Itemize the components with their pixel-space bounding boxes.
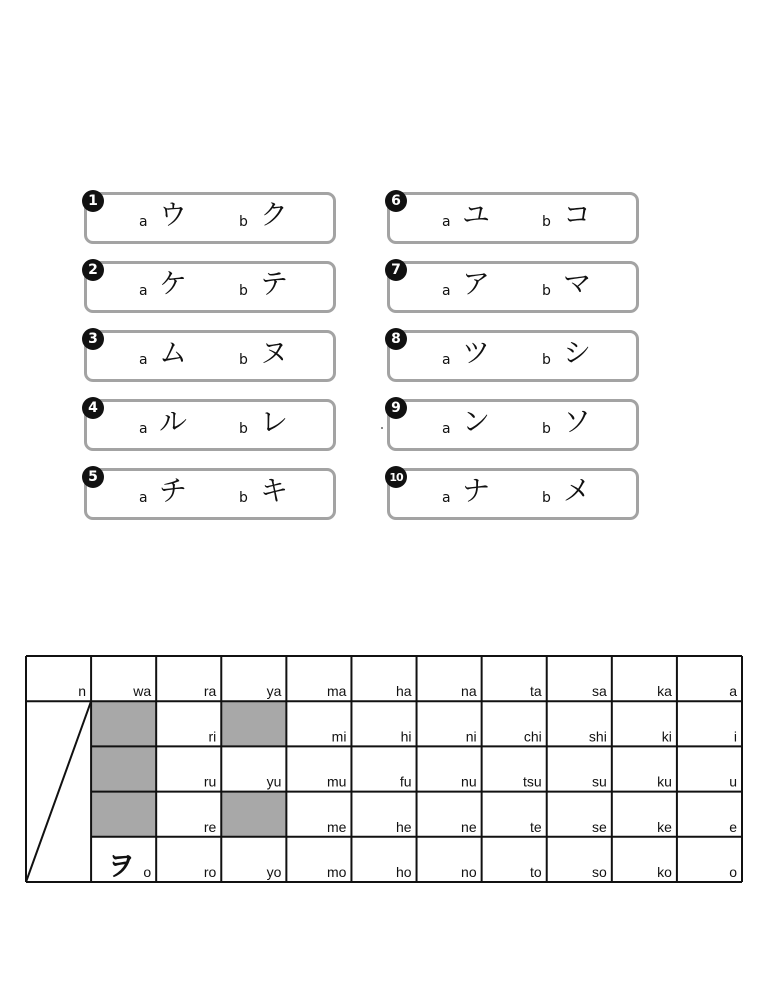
romaji-cell: ri bbox=[208, 728, 217, 745]
option-b-label: b bbox=[239, 283, 248, 299]
shaded-cell bbox=[91, 746, 156, 791]
romaji-cell: o bbox=[729, 864, 737, 880]
romaji-cell: ku bbox=[657, 773, 672, 790]
option-a-kana[interactable]: ケ bbox=[159, 267, 188, 300]
question-number: 10 bbox=[385, 466, 407, 488]
shaded-cell bbox=[221, 701, 286, 746]
romaji-cell: ne bbox=[461, 818, 477, 835]
option-a-label: a bbox=[139, 352, 148, 368]
romaji-cell: fu bbox=[399, 773, 412, 790]
column-header-ra: ra bbox=[203, 683, 217, 700]
romaji-cell: su bbox=[592, 773, 607, 790]
question-number: 1 bbox=[82, 190, 104, 212]
option-a-kana[interactable]: ル bbox=[159, 405, 188, 438]
column-header-a: a bbox=[729, 683, 737, 700]
question-number: 7 bbox=[385, 259, 407, 281]
romaji-cell: mi bbox=[331, 728, 347, 745]
column-header-ma: ma bbox=[327, 683, 347, 700]
romaji-cell: tsu bbox=[523, 773, 542, 790]
romaji-cell: yo bbox=[266, 864, 282, 880]
question-number: 3 bbox=[82, 328, 104, 350]
option-b-kana[interactable]: ソ bbox=[563, 405, 592, 438]
option-a-label: a bbox=[442, 352, 451, 368]
column-header-ka: ka bbox=[657, 683, 672, 700]
romaji-cell: i bbox=[733, 728, 737, 745]
option-a-kana[interactable]: ア bbox=[462, 267, 491, 300]
option-b-kana[interactable]: ヌ bbox=[260, 336, 289, 369]
romaji-cell: ru bbox=[203, 773, 217, 790]
column-header-ta: ta bbox=[530, 683, 542, 700]
romaji-cell: hi bbox=[400, 728, 412, 745]
romaji-cell: te bbox=[530, 818, 542, 835]
option-a-label: a bbox=[139, 214, 148, 230]
romaji-cell: shi bbox=[588, 728, 607, 745]
romaji-cell: ro bbox=[203, 864, 217, 880]
question-number: 4 bbox=[82, 397, 104, 419]
romaji-cell: ki bbox=[661, 728, 672, 745]
option-b-kana[interactable]: コ bbox=[563, 198, 592, 231]
question-number: 8 bbox=[385, 328, 407, 350]
option-a-label: a bbox=[139, 283, 148, 299]
option-a-label: a bbox=[442, 421, 451, 437]
option-a-label: a bbox=[139, 490, 148, 506]
romaji-cell: so bbox=[592, 864, 607, 880]
option-a-kana[interactable]: チ bbox=[159, 474, 188, 507]
question-number: 2 bbox=[82, 259, 104, 281]
option-a-label: a bbox=[442, 214, 451, 230]
option-b-kana[interactable]: マ bbox=[563, 267, 592, 300]
romaji-cell: ho bbox=[395, 864, 412, 880]
column-header-na: na bbox=[461, 683, 477, 700]
question-number: 5 bbox=[82, 466, 104, 488]
column-header-wa: wa bbox=[133, 683, 152, 700]
option-b-kana[interactable]: メ bbox=[563, 474, 592, 507]
option-a-label: a bbox=[442, 283, 451, 299]
romaji-cell: re bbox=[203, 818, 217, 835]
option-a-label: a bbox=[442, 490, 451, 506]
option-a-kana[interactable]: ウ bbox=[159, 198, 188, 231]
option-a-label: a bbox=[139, 421, 148, 437]
romaji-cell: nu bbox=[461, 773, 477, 790]
romaji-cell: no bbox=[461, 864, 477, 880]
option-b-kana[interactable]: テ bbox=[260, 267, 289, 300]
romaji-cell: me bbox=[327, 818, 347, 835]
option-b-label: b bbox=[542, 283, 551, 299]
romaji-cell: o bbox=[143, 864, 152, 880]
column-header-ya: ya bbox=[266, 683, 282, 700]
romaji-cell: yu bbox=[266, 773, 282, 790]
romaji-cell: mu bbox=[327, 773, 347, 790]
option-b-label: b bbox=[542, 214, 551, 230]
question-number: 6 bbox=[385, 190, 407, 212]
shaded-cell bbox=[221, 792, 286, 837]
shaded-cell bbox=[91, 701, 156, 746]
romaji-cell: chi bbox=[523, 728, 542, 745]
romaji-cell: ke bbox=[657, 818, 672, 835]
option-b-kana[interactable]: キ bbox=[260, 474, 289, 507]
romaji-cell: e bbox=[729, 818, 737, 835]
option-b-kana[interactable]: シ bbox=[563, 336, 592, 369]
wo-kana: ヲ bbox=[107, 849, 136, 882]
option-b-label: b bbox=[239, 421, 248, 437]
option-b-label: b bbox=[542, 490, 551, 506]
option-a-kana[interactable]: ナ bbox=[462, 474, 491, 507]
option-a-kana[interactable]: ユ bbox=[462, 198, 491, 231]
option-a-kana[interactable]: ツ bbox=[462, 336, 491, 369]
diagonal-line bbox=[26, 701, 91, 882]
option-b-label: b bbox=[542, 352, 551, 368]
romaji-cell: he bbox=[395, 818, 412, 835]
column-header-ha: ha bbox=[395, 683, 412, 700]
option-b-label: b bbox=[239, 214, 248, 230]
romaji-cell: to bbox=[530, 864, 542, 880]
romaji-cell: se bbox=[592, 818, 607, 835]
romaji-cell: u bbox=[729, 773, 737, 790]
romaji-cell: ko bbox=[657, 864, 672, 880]
option-b-kana[interactable]: レ bbox=[260, 405, 289, 438]
question-number: 9 bbox=[385, 397, 407, 419]
option-a-kana[interactable]: ム bbox=[159, 336, 188, 369]
option-b-label: b bbox=[239, 352, 248, 368]
column-header-n: n bbox=[78, 683, 87, 700]
option-b-label: b bbox=[542, 421, 551, 437]
shaded-cell bbox=[91, 792, 156, 837]
option-b-kana[interactable]: ク bbox=[260, 198, 289, 231]
option-b-label: b bbox=[239, 490, 248, 506]
column-header-sa: sa bbox=[592, 683, 607, 700]
option-a-kana[interactable]: ン bbox=[462, 405, 491, 438]
romaji-cell: ni bbox=[465, 728, 477, 745]
romaji-cell: mo bbox=[327, 864, 347, 880]
